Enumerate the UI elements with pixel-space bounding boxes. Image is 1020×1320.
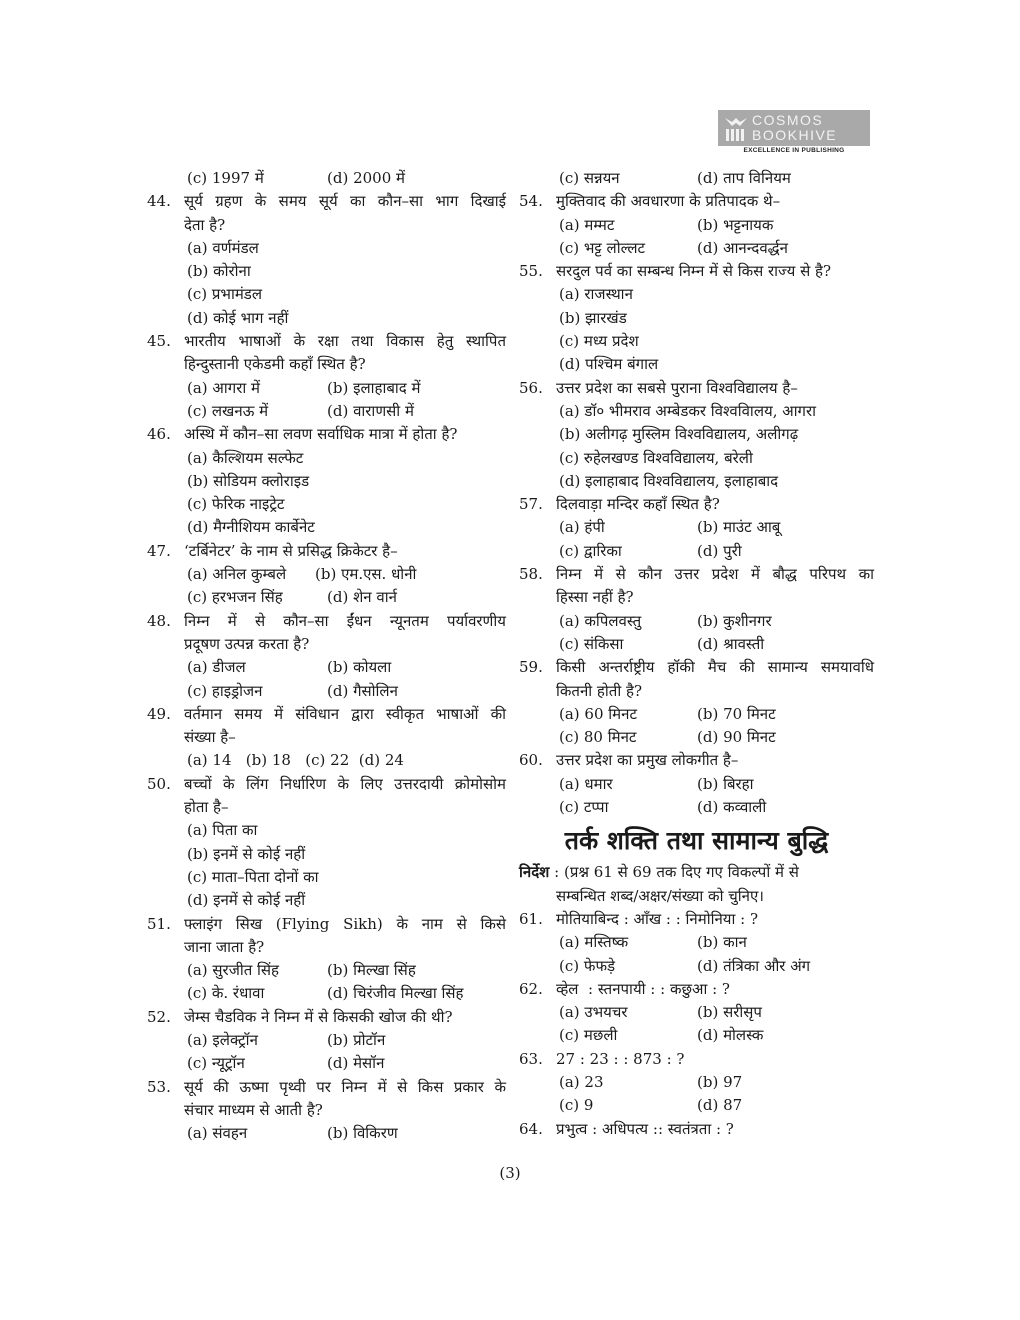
question-number: 49. — [147, 704, 171, 723]
option: (a) मस्तिष्क — [559, 933, 629, 952]
option: (d) इलाहाबाद विश्वविद्यालय, इलाहाबाद — [559, 471, 779, 490]
question-text: निम्न में से कौन उत्तर प्रदेश में बौद्ध परिपथ का — [556, 565, 874, 584]
question-number: 48. — [147, 611, 171, 630]
option: (d) आनन्दवर्द्धन — [697, 238, 788, 257]
logo-box — [718, 110, 870, 146]
question-text: जेम्स चैडविक ने निम्न में से किसकी खोज की थी? — [184, 1007, 453, 1026]
option: (b) 70 मिनट — [697, 704, 776, 723]
option: (a) वर्णमंडल — [187, 238, 259, 257]
question-text: हिस्सा नहीं है? — [556, 588, 634, 607]
carryover-options — [147, 167, 507, 190]
question-number: 56. — [519, 378, 543, 397]
question-number: 60. — [519, 751, 543, 770]
directive-label: निर्देश — [519, 863, 550, 882]
question-47 — [147, 540, 507, 610]
option: (d) गैसोलिन — [327, 681, 398, 700]
option: (d) शेन वार्न — [327, 588, 397, 607]
option: (a) हंपी — [559, 518, 605, 537]
question-46 — [147, 423, 507, 539]
question-number: 64. — [519, 1119, 543, 1138]
option: (c) सन्नयन — [559, 169, 620, 187]
question-number: 55. — [519, 262, 543, 281]
option: (a) 60 मिनट — [559, 704, 638, 723]
option: (b) कुशीनगर — [697, 611, 772, 630]
question-number: 54. — [519, 192, 543, 211]
option: (d) पश्चिम बंगाल — [559, 355, 659, 374]
section-heading: तर्क शक्ति तथा सामान्य बुद्धि — [564, 826, 829, 856]
directive-text: सम्बन्धित शब्द/अक्षर/संख्या को चुनिए। — [556, 886, 764, 905]
option: (b) एम.एस. धोनी — [315, 565, 417, 584]
option: (c) मछली — [559, 1026, 618, 1045]
option: (c) न्यूट्रॉन — [187, 1054, 245, 1073]
option: (c) रुहेलखण्ड विश्वविद्यालय, बरेली — [559, 448, 753, 467]
option: (d) 87 — [697, 1096, 743, 1115]
option: (d) कोई भाग नहीं — [187, 308, 289, 327]
question-56 — [519, 377, 874, 493]
option: (c) 9 — [559, 1096, 594, 1115]
question-number: 46. — [147, 425, 171, 444]
question-number: 44. — [147, 192, 171, 211]
option: (a) डीजल — [187, 658, 246, 677]
brand-line-1: COSMOS — [752, 112, 824, 128]
question-text: किसी अन्तर्राष्ट्रीय हॉकी मैच की सामान्य समयावधि — [556, 658, 874, 677]
option: (c) मध्य प्रदेश — [559, 332, 639, 351]
option: (b) इनमें से कोई नहीं — [187, 844, 306, 863]
question-63 — [519, 1048, 874, 1118]
question-text: संख्या है– — [184, 728, 236, 747]
question-52 — [147, 1006, 507, 1076]
option: (c) 80 मिनट — [559, 728, 637, 747]
question-text: 27 : 23 : : 873 : ? — [556, 1049, 685, 1068]
question-text: वर्तमान समय में संविधान द्वारा स्वीकृत भाषाओं की — [184, 704, 506, 723]
option: (c) प्रभामंडल — [187, 285, 263, 304]
question-text: संचार माध्यम से आती है? — [184, 1100, 323, 1119]
question-text: निम्न में से कौन–सा ईंधन न्यूनतम पर्यावरणीय — [184, 611, 506, 630]
option: (a) पिता का — [187, 821, 258, 840]
option: (b) 97 — [697, 1072, 743, 1091]
question-text: भारतीय भाषाओं के रक्षा तथा विकास हेतु स्थापित — [184, 332, 506, 351]
option: (c) फेरिक नाइट्रेट — [187, 495, 285, 514]
question-number: 62. — [519, 979, 543, 998]
option: (c) हरभजन सिंह — [187, 588, 283, 607]
question-57 — [519, 493, 874, 563]
question-64 — [519, 1118, 874, 1141]
option: (c) द्वारिका — [559, 541, 622, 560]
question-61 — [519, 908, 874, 978]
question-54 — [519, 190, 874, 260]
question-text: मोतियाबिन्द : आँख : : निमोनिया : ? — [556, 909, 759, 928]
option: (c) भट्ट लोल्लट — [559, 238, 646, 257]
question-number: 51. — [147, 914, 171, 933]
option: (d) 90 मिनट — [697, 728, 776, 747]
carryover-options — [519, 167, 874, 190]
option: (b) झारखंड — [559, 308, 627, 327]
question-49 — [147, 703, 507, 773]
left-column — [147, 167, 507, 1145]
option: (d) तंत्रिका और अंग — [697, 956, 811, 975]
option: (d) श्रावस्ती — [697, 634, 765, 653]
option: (a) 14 (b) 18 (c) 22 (d) 24 — [187, 751, 404, 770]
question-62 — [519, 978, 874, 1048]
option: (a) अनिल कुम्बले — [187, 565, 287, 584]
question-text: बच्चों के लिंग निर्धारिण के लिए उत्तरदायी क्रोमोसोम — [184, 774, 506, 793]
option: (a) संवहन — [187, 1124, 248, 1143]
option: (d) इनमें से कोई नहीं — [187, 891, 306, 910]
question-text: प्रदूषण उत्पन्न करता है? — [184, 634, 310, 653]
brand-tagline: EXCELLENCE IN PUBLISHING — [743, 147, 845, 154]
question-48 — [147, 610, 507, 703]
question-44 — [147, 190, 507, 330]
book-icon — [718, 110, 752, 146]
option: (d) कव्वाली — [697, 798, 767, 817]
option: (d) ताप विनियम — [697, 169, 791, 187]
question-number: 63. — [519, 1049, 543, 1068]
question-text: ‘टर्बिनेटर’ के नाम से प्रसिद्ध क्रिकेटर है– — [184, 541, 398, 560]
question-text: फ्लाइंग सिख (Flying Sikh) के नाम से किसे — [184, 914, 506, 933]
question-text: सरदुल पर्व का सम्बन्ध निम्न में से किस राज्य से है? — [556, 262, 832, 281]
page-number: (3) — [499, 1164, 521, 1182]
option: (b) कोयला — [327, 658, 392, 677]
question-text: मुक्तिवाद की अवधारणा के प्रतिपादक थे– — [556, 192, 781, 211]
option: (a) राजस्थान — [559, 285, 633, 304]
publisher-logo — [718, 110, 870, 158]
question-number: 53. — [147, 1077, 171, 1096]
question-text: देता है? — [184, 215, 226, 234]
question-text: जाना जाता है? — [184, 937, 265, 956]
question-number: 59. — [519, 658, 543, 677]
option: (d) वाराणसी में — [327, 401, 414, 420]
option: (d) चिरंजीव मिल्खा सिंह — [327, 984, 464, 1003]
question-58 — [519, 563, 874, 656]
question-45 — [147, 330, 507, 423]
question-text: कितनी होती है? — [556, 681, 642, 700]
question-text: होता है– — [184, 798, 229, 817]
question-text: अस्थि में कौन–सा लवण सर्वाधिक मात्रा में होता है? — [184, 425, 458, 444]
question-number: 57. — [519, 495, 543, 514]
directive — [519, 861, 874, 884]
question-55 — [519, 260, 874, 376]
option: (a) 23 — [559, 1072, 604, 1091]
question-text: दिलवाड़ा मन्दिर कहाँ स्थित है? — [556, 495, 720, 514]
option: (d) मोलस्क — [697, 1026, 764, 1045]
question-59 — [519, 656, 874, 749]
question-text: व्हेल : स्तनपायी : : कछुआ : ? — [556, 979, 730, 998]
option: (b) कोरोना — [187, 262, 251, 281]
option: (a) सुरजीत सिंह — [187, 961, 280, 980]
option: (c) टप्पा — [559, 798, 609, 817]
option: (c) 1997 में — [187, 169, 264, 187]
option: (a) डॉ० भीमराव अम्बेडकर विश्वविालय, आगरा — [559, 401, 817, 420]
question-text: हिन्दुस्तानी एकेडमी कहाँ स्थित है? — [184, 355, 366, 374]
option: (d) मैग्नीशियम कार्बेनेट — [187, 518, 315, 537]
option: (b) कान — [697, 933, 747, 952]
option: (b) सोडियम क्लोराइड — [187, 471, 310, 490]
question-text: प्रभुत्व : अधिपत्य :: स्वतंत्रता : ? — [556, 1119, 734, 1138]
option: (b) अलीगढ़ मुस्लिम विश्वविद्यालय, अलीगढ़ — [559, 425, 799, 444]
option: (b) माउंट आबू — [697, 518, 781, 537]
option: (b) इलाहाबाद में — [327, 378, 421, 397]
question-number: 45. — [147, 332, 171, 351]
right-column — [519, 167, 874, 1141]
option: (c) के. रंधावा — [187, 984, 265, 1003]
option: (a) कैल्शियम सल्फेट — [187, 448, 304, 467]
option: (a) उभयचर — [559, 1003, 628, 1022]
question-number: 58. — [519, 565, 543, 584]
option: (d) पुरी — [697, 541, 742, 560]
option: (a) आगरा में — [187, 378, 260, 397]
option: (a) कपिलवस्तु — [559, 611, 642, 630]
option: (a) मम्मट — [559, 215, 615, 234]
question-number: 52. — [147, 1007, 171, 1026]
option: (b) विकिरण — [327, 1124, 398, 1143]
question-number: 61. — [519, 909, 543, 928]
question-number: 47. — [147, 541, 171, 560]
option: (d) 2000 में — [327, 169, 405, 187]
directive-text: : (प्रश्न 61 से 69 तक दिए गए विकल्पों में से — [549, 863, 799, 882]
option: (c) माता–पिता दोनों का — [187, 867, 319, 886]
question-text: उत्तर प्रदेश का सबसे पुराना विश्वविद्यालय है– — [556, 378, 798, 397]
option: (c) लखनऊ में — [187, 401, 269, 420]
option: (c) संकिसा — [559, 634, 624, 653]
question-51 — [147, 913, 507, 1006]
brand-line-2: BOOKHIVE — [752, 127, 838, 143]
question-text: उत्तर प्रदेश का प्रमुख लोकगीत है– — [556, 751, 739, 770]
option: (b) प्रोटॉन — [327, 1030, 386, 1049]
option: (c) फेफड़े — [559, 956, 616, 975]
option: (a) इलेक्ट्रॉन — [187, 1030, 258, 1049]
question-60 — [519, 749, 874, 819]
question-53 — [147, 1076, 507, 1146]
option: (d) मेसॉन — [327, 1054, 385, 1073]
option: (c) हाइड्रोजन — [187, 681, 263, 700]
question-number: 50. — [147, 774, 171, 793]
option: (b) बिरहा — [697, 774, 754, 793]
question-text: सूर्य की ऊष्मा पृथ्वी पर निम्न में से किस प्रकार के — [184, 1077, 506, 1096]
option: (b) सरीसृप — [697, 1003, 762, 1022]
option: (a) धमार — [559, 774, 613, 793]
option: (b) भट्टनायक — [697, 215, 774, 234]
question-text: सूर्य ग्रहण के समय सूर्य का कौन–सा भाग दिखाई — [184, 192, 506, 211]
option: (b) मिल्खा सिंह — [327, 961, 416, 980]
question-50 — [147, 773, 507, 913]
